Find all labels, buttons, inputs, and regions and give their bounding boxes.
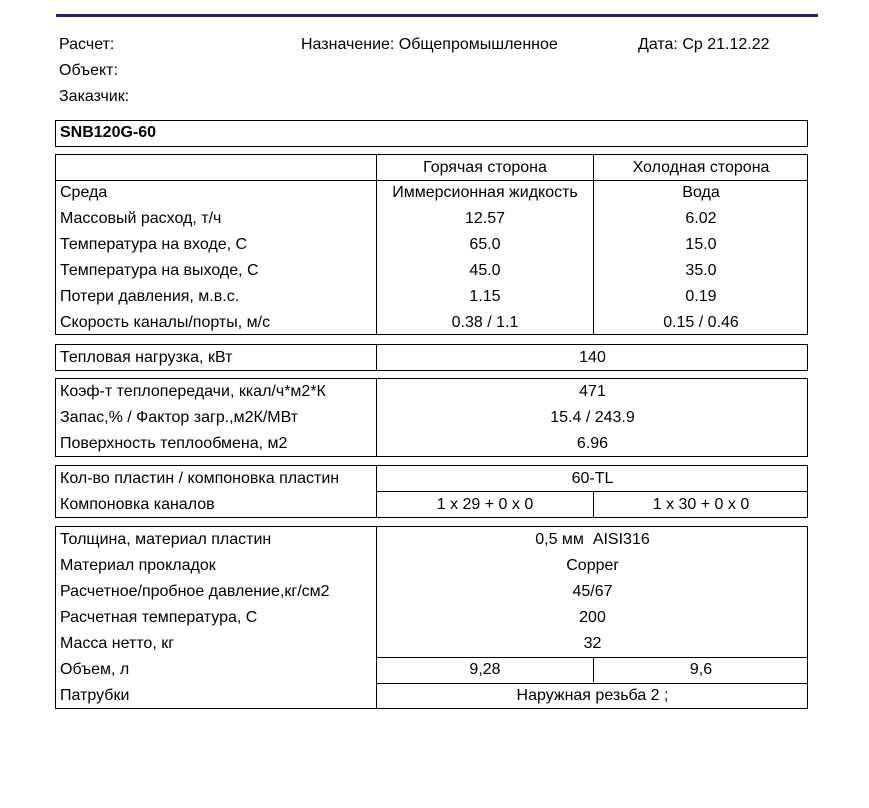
cold-value: 35.0 <box>685 262 717 279</box>
row-value: 471 <box>579 383 606 400</box>
row-label: Поверхность теплообмена, м2 <box>60 435 288 452</box>
row-label: Температура на входе, С <box>60 236 248 253</box>
purpose-label: Назначение: Общепромышленное <box>301 36 558 53</box>
table-row <box>56 180 807 206</box>
cold-value: 1 x 30 + 0 x 0 <box>652 496 750 513</box>
row-label: Патрубки <box>60 687 130 704</box>
row-label: Кол-во пластин / компоновка пластин <box>60 470 340 487</box>
table-row <box>56 492 807 518</box>
table-row <box>56 405 807 431</box>
row-label: Температура на выходе, С <box>60 262 259 279</box>
row-label: Расчетная температура, С <box>60 609 258 626</box>
table-row <box>56 683 807 709</box>
object-label: Объект: <box>59 62 118 79</box>
cold-value: 15.0 <box>685 236 717 253</box>
construction-table <box>55 526 808 709</box>
row-value: 32 <box>583 635 602 652</box>
table-row <box>56 466 807 492</box>
model-box <box>55 120 808 147</box>
hot-value: 1 x 29 + 0 x 0 <box>436 496 534 513</box>
row-label: Тепловая нагрузка, кВт <box>60 349 233 366</box>
sides-table <box>55 154 808 335</box>
cold-value: 0.19 <box>685 288 717 305</box>
cold-side-header: Холодная сторона <box>632 159 770 176</box>
row-label: Толщина, материал пластин <box>60 531 272 548</box>
row-value: 0,5 мм AISI316 <box>535 531 650 548</box>
table-row <box>56 310 807 336</box>
row-label: Масса нетто, кг <box>60 635 175 652</box>
table-row <box>56 527 807 553</box>
row-value: 6.96 <box>576 435 609 452</box>
row-label: Массовый расход, т/ч <box>60 210 222 227</box>
table-row <box>56 579 807 605</box>
table-row <box>56 657 807 683</box>
row-label: Расчетное/пробное давление,кг/см2 <box>60 583 330 600</box>
heat-load-table <box>55 344 808 371</box>
table-row <box>56 553 807 579</box>
table-row <box>56 206 807 232</box>
heat-transfer-table <box>55 378 808 457</box>
row-value: 15.4 / 243.9 <box>550 409 635 426</box>
heat-load-value: 140 <box>579 349 606 366</box>
row-label: Коэф-т теплопередачи, ккал/ч*м2*К <box>60 383 326 400</box>
hot-value: 9,28 <box>469 661 501 678</box>
hot-value: 12.57 <box>464 210 506 227</box>
cold-value: 6.02 <box>685 210 717 227</box>
table-header-row <box>56 155 807 181</box>
row-value: Наружная резьба 2 ; <box>516 687 669 704</box>
plates-table <box>55 465 808 518</box>
hot-side-header: Горячая сторона <box>423 159 547 176</box>
row-label: Компоновка каналов <box>60 496 215 513</box>
cold-value: Вода <box>682 184 720 201</box>
table-row <box>56 284 807 310</box>
row-label: Среда <box>60 184 108 201</box>
cold-value: 0.15 / 0.46 <box>663 314 739 331</box>
table-row <box>56 258 807 284</box>
table-row <box>56 345 807 371</box>
table-row <box>56 431 807 457</box>
table-row <box>56 605 807 631</box>
plates-value: 60-TL <box>571 470 614 487</box>
customer-label: Заказчик: <box>59 88 130 105</box>
table-row <box>56 379 807 405</box>
row-label: Скорость каналы/порты, м/с <box>60 314 271 331</box>
calc-label: Расчет: <box>59 36 115 53</box>
model-title: SNB120G-60 <box>60 124 157 141</box>
table-row <box>56 232 807 258</box>
hot-value: 65.0 <box>469 236 501 253</box>
date-label: Дата: Ср 21.12.22 <box>638 36 770 53</box>
hot-value: Иммерсионная жидкость <box>392 184 578 201</box>
row-value: Copper <box>566 557 619 574</box>
row-label: Запас,% / Фактор загр.,м2К/МВт <box>60 409 299 426</box>
row-label: Материал прокладок <box>60 557 216 574</box>
cold-value: 9,6 <box>689 661 713 678</box>
hot-value: 45.0 <box>469 262 501 279</box>
row-label: Объем, л <box>60 661 130 678</box>
row-value: 200 <box>579 609 606 626</box>
top-rule <box>56 14 818 17</box>
row-value: 45/67 <box>572 583 613 600</box>
table-row <box>56 631 807 657</box>
hot-value: 0.38 / 1.1 <box>451 314 519 331</box>
row-label: Потери давления, м.в.с. <box>60 288 240 305</box>
hot-value: 1.15 <box>469 288 501 305</box>
